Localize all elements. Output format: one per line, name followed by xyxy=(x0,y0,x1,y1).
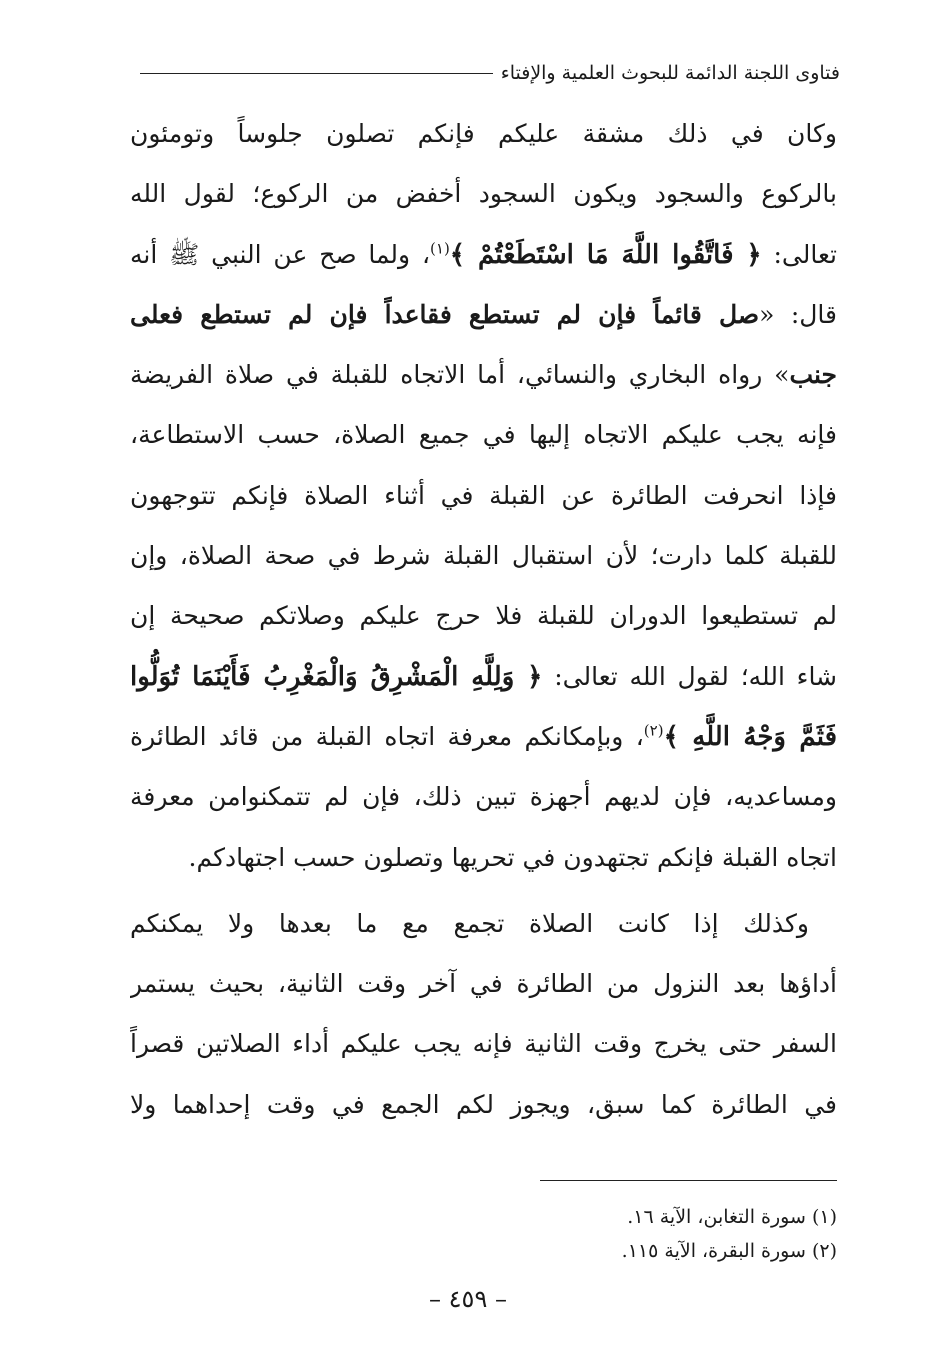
body-text-run: ، ولما صح عن النبي ﷺ أنه xyxy=(130,239,431,269)
body-line: وكان في ذلك مشقة عليكم فإنكم تصلون جلوساً وتومئون xyxy=(130,119,837,148)
body-line xyxy=(130,647,837,707)
body-line: فإنه يجب عليكم الاتجاه إليها في جميع الصلاة، حسب الاستطاعة، xyxy=(130,420,837,450)
hadith-text: صل قائماً فإن لم تستطع فقاعداً فإن لم تستطع فعلى xyxy=(130,299,760,329)
body-line: السفر حتى يخرج وقت الثانية فإنه يجب عليكم أداء الصلاتين قصراً xyxy=(130,1029,837,1059)
quran-verse: ﴿ وَلِلَّهِ الْمَشْرِقُ وَالْمَغْرِبُ فَأَيْنَمَا تُوَلُّوا xyxy=(130,661,543,692)
body-text-run: شاء الله؛ لقول الله تعالى: xyxy=(542,661,837,691)
hadith-text: جنب xyxy=(789,360,837,390)
body-line: للقبلة كلما دارت؛ لأن استقبال القبلة شرط في صحة الصلاة، وإن xyxy=(130,541,837,571)
header-rule xyxy=(140,73,493,74)
body-line: ومساعديه، فإن لديهم أجهزة تبين ذلك، فإن لم تتمكنوامن معرفة xyxy=(130,782,837,812)
footnotes xyxy=(400,1200,837,1268)
body-line: بالركوع والسجود ويكون السجود أخفض من الركوع؛ لقول الله xyxy=(130,179,837,209)
footnote-rule xyxy=(540,1180,837,1181)
body-text-run: » رواه البخاري والنسائي، أما الاتجاه للقبلة في صلاة الفريضة xyxy=(130,360,790,390)
quran-verse: فَثَمَّ وَجْهُ اللَّهِ ﴾ xyxy=(663,721,837,752)
body-text-run: قال: « xyxy=(759,299,837,329)
body-text-run: تعالى: xyxy=(761,239,837,269)
body-line: فإذا انحرفت الطائرة عن القبلة في أثناء الصلاة فإنكم تتوجهون xyxy=(130,480,837,510)
body-text-run: ، وبإمكانكم معرفة اتجاه القبلة من قائد الطائرة xyxy=(130,721,644,751)
body-text xyxy=(130,104,837,1135)
footnote-ref: (٢) xyxy=(643,721,664,740)
body-line: أداؤها بعد النزول من الطائرة في آخر وقت الثانية، بحيث يستمر xyxy=(130,969,837,999)
body-line xyxy=(130,225,837,285)
page-number: – ٤٥٩ – xyxy=(429,1285,507,1313)
footnote-ref: (١) xyxy=(430,239,450,258)
footnote: (٢) سورة البقرة، الآية ١١٥. xyxy=(621,1240,837,1262)
body-line: في الطائرة كما سبق، ويجوز لكم الجمع في وقت إحداهما ولا xyxy=(130,1089,837,1119)
body-line xyxy=(130,285,837,345)
body-line: لم تستطيعوا الدوران للقبلة فلا حرج عليكم وصلاتكم صحيحة إن xyxy=(130,601,837,631)
body-line: وكذلك إذا كانت الصلاة تجمع مع ما بعدها ولا يمكنكم xyxy=(130,908,809,938)
quran-verse: ﴿ فَاتَّقُوا اللَّهَ مَا اسْتَطَعْتُمْ ﴾ xyxy=(449,239,762,270)
body-line: اتجاه القبلة فإنكم تجتهدون في تحريها وتصلون حسب اجتهادكم. xyxy=(188,842,837,872)
body-line xyxy=(130,707,837,767)
footnote: (١) سورة التغابن، الآية ١٦. xyxy=(627,1206,837,1228)
running-header-title: فتاوى اللجنة الدائمة للبحوث العلمية والإفتاء xyxy=(500,62,840,84)
body-line xyxy=(130,345,837,405)
running-header xyxy=(140,58,840,88)
